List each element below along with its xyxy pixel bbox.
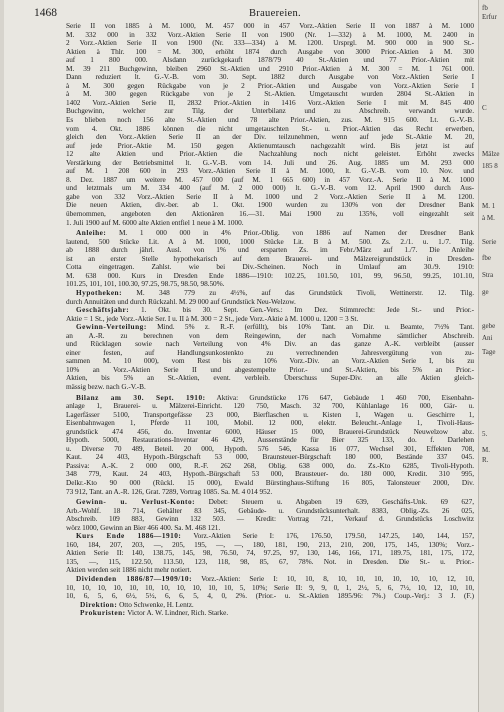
margin-fragment: Tage [482,348,496,356]
text-line [66,436,474,445]
margin-fragment: C [482,104,487,112]
line-text: 2 Vorz.-Aktien Serie II von 1900 (Nr. 333—334) à M. 1200. Ursprgl. M. 900 000 in 900 St.- [66,39,474,48]
text-line [66,315,474,324]
text-line [66,272,474,281]
line-text: grundstück 474 456, do. Inventar 6000, Häuser 15 000, Brauerei-Grundstück Neuwelzow abz. [66,427,474,436]
line-text: sammen M. 10 000), vom Rest bis zu 10% Vorz.-Div. an Vorz.-Aktien Serie I, bis zu [66,357,474,366]
line-text: Mind. 5% z. R.-F. (erfüllt), bis 10% Tant. an Dir. u. Beamte, 7½% Tant. [146,323,474,332]
text-line [66,116,474,125]
line-text: lautend, 500 Stücke Lit. A à M. 1000, 1000 Stücke Lit. B à M. 500. Zs. 2./1. u. 1./7. Tilg. [66,237,474,246]
page-gutter [0,0,4,712]
line-text: 10% an Vorz.-Aktien Serie II und abgestempelte Prior.- und St.-Aktien, bis 5% an Prior.- [66,365,474,374]
text-line [66,349,474,358]
text-line [66,229,474,238]
section-label: Geschäftsjahr: [76,306,130,315]
text-line [66,125,474,134]
text-line [66,524,474,533]
line-text: Victor A. W. Lindner, Rich. Starke. [125,609,229,618]
text-line [66,609,474,618]
line-text: 8. Dez. 1887 um weitere M. 457 000 (auf M. 1 665 600) in 457 Vorz.-A. Serie II à M. 1000 [66,175,474,184]
line-text: und letztmals um M. 334 400 (auf M. 2 000 000) lt. G.-V.-B. vom 12. April 1900 durch Aus- [66,184,474,193]
line-text: M. 348 779 zu 4½%, auf das Grundstück Tivoli, Wettinerstr. 12. Tilg. [122,288,474,297]
text-line [66,515,474,524]
section-label: Dividenden 1886/87—1909/10: [76,575,192,583]
line-text: Dann reduziert lt. G.-V.-B. vom 30. Sept. 1882 durch Ausgabe von Vorz.-Aktien Serie I [66,73,474,82]
text-line [66,558,474,567]
section-label: Hypotheken: [76,288,123,297]
line-text: M. 638 000. Kurs in Dresden Ende 1886—1910: 102.25, 101.50, 101, 99, 96.50, 99.25, 101.10, [66,271,474,280]
margin-fragment: Mälze [482,150,500,158]
line-text: Aktien à Thlr. 100 = M. 300, erhöht 1874 durch Ausgabe von 3000 Prior.-Aktien à M. 300 [66,47,474,56]
line-text: Hypoth. 5000, Restaurations-Inventar 46 429, Aussenstände für Bier 325 133, do. f. Darlehen [66,436,474,445]
margin-fragment: Erfur [482,13,497,21]
text-line [66,462,474,471]
line-text: und Rücklagen sowie nach Verteilung von 4% Div. an das ganze A.-K. verbleibt (ausser [66,340,474,349]
text-line [66,219,474,228]
line-text: Cotta eingetragen. Zahlst. wie bei Div.-Scheinen. Noch in Umlauf am 30./9. 1910: [66,263,474,272]
text-line [66,332,474,341]
line-text: Delkr.-Kto 90 000 (Rückl. 15 000), Ewald Bürstinghaus-Stiftung 16 805, Talonsteuer 2000, Div. [66,478,474,487]
line-text: Aktiva: Grundstücke 176 647, Gebäude 1 460 700, Eisenbahn- [205,393,474,402]
line-text: wörz 1000, Gewinn an Bier 466 400. Sa. M. 468 121. [66,523,221,532]
section-label: Prokuristen: [80,609,126,618]
line-text: 1402 Vorz.-Aktien Serie II, 2832 Prior.-Aktien in 1416 Vorz.-Aktien Serie I mit M. 845 400 [66,98,474,107]
line-text: Arb.-Wohlf. 18 714, Gehälter 83 345, Gebäude- u. Grundstücksunterhalt. 8383, Oblig.-Zs. 26 025, [66,506,474,515]
line-text: mässig bezw. nach G.-V.-B. [66,382,146,391]
text-line [66,201,474,210]
line-text: gleich den Vorz.-Aktien Serie II an der Div. teilzunehmen, wenn auf jede St.-Aktie M. 20, [66,133,474,142]
text-line [66,340,474,349]
text-line [66,479,474,488]
text-line [66,193,474,202]
line-text: Passiva: A.-K. 2 000 000, R.-F. 262 268, Oblig. 638 000, do. Zs.-Kto 6285, Tivoli-Hypoth. [66,461,474,470]
line-text: auf jede Prior.-Aktie M. 150 gegen Aktienumtausch nachgezahlt wird. Bis jetzt ist auf [66,141,474,150]
line-text: Vorz.-Aktien: Serie I: 10, 10, 8, 10, 10, 10, 10, 10, 10, 12, 10, [192,575,474,583]
text-line [66,323,474,332]
text-column [66,22,474,618]
text-line [66,39,474,48]
line-text: Aktie = 1 St., jede Vorz.-Aktie Ser. I u. II à M. 300 = 2 St., jede Vorz.-Aktie à M. 1000 u. 1200 = 3 St. [66,314,359,323]
margin-fragment: gebe [482,322,496,330]
line-text: einer festen, auf Handlungsunkostenkto zu verrechnenden Jahresvergütung von zu- [66,348,474,357]
line-text: 101.25, 101, 101, 100.30, 97.25, 98.75, 98.50, 98.50%. [66,280,225,289]
text-line [66,184,474,193]
page-number: 1468 [34,7,57,19]
line-text: Serie II von 1885 à M. 1000, M. 457 000 in 457 Vorz.-Aktien Serie II von 1887 à M. 1000 [66,22,474,30]
text-line [66,306,474,315]
margin-fragment: ge [482,288,489,296]
section-label: Direktion: [80,600,118,609]
line-text: M. 39 211 Buchgewinn, bleiben 2960 St.-Aktien und 2910 Prior.-Aktien à M. 300 = M. 1 761 000. [66,64,474,73]
line-text: 348 779, Kaut. 24 403, Hypoth.-Bürgschaft 53 000, Brausteuer- do. 180 000, Kredit. 310 995, [66,470,474,479]
text-line [66,289,474,298]
margin-fragment: Ani [482,334,493,342]
running-head: Brauereien. [249,8,301,19]
text-line [66,73,474,82]
margin-fragment: R. [482,456,489,464]
text-line [66,575,474,584]
text-line [66,488,474,497]
text-line [66,107,474,116]
text-line [66,263,474,272]
text-line [66,133,474,142]
text-line [66,31,474,40]
line-text: Eisenbahnwagen 1, Pferde 11 100, Mobil. 12 000, elektr. Beleucht.-Anlage 1, Tivoli-Haus- [66,419,474,428]
text-line [66,394,474,403]
line-text: 135, —, 115, 122.50, 113.50, 123, 118, 98, 85, 67, 78%. Not. in Dresden. Die St.- u. Prior.- [66,557,474,566]
line-text: Buchgewinn, welcher zur Tilg. der Unterbilanz und zu Abschreib. verwandt wurde. [66,107,474,116]
text-line [66,507,474,516]
line-text: 160, 184, 207, 203, —, 205, 195, —, —, 180, 181, 190, 213, 210, 200, 175, 145, 130%; Vorz.- [66,540,474,549]
text-line [66,366,474,375]
text-line [66,246,474,255]
line-text: 10, 10, 10, 10, 10, 10, 10, 10, 10, 10, 10, 5, 10%; Serie II: 9, 9, 0, 1, 2½, 5, 6, 7½, 10, 12, 10, 10, [66,583,474,592]
page-header [34,7,474,21]
margin-fragment: 5. [482,430,488,438]
text-line [66,419,474,428]
line-text: durch Annuitäten und durch Rückzahl. M. 29 000 auf Grundstück Neu-Welzow. [66,297,296,306]
line-text: M. 1 000 000 in 4% Prior.-Oblig. von 1886 auf Namen der Dresdner Bank [106,229,474,238]
line-text: 12 alte Aktien und Prior.-Aktien die Nachzahlung noch nicht geleistet. Erhöht zwecks [66,150,474,159]
text-line [66,176,474,185]
text-line [66,167,474,176]
section-label: Kurs Ende 1886—1910: [76,532,182,541]
margin-fragment: Serie [482,238,497,246]
line-text: Die neuen Aktien, div.-ber. ab 1. Okt. 1900 wurden zu 130% von der Dresdner Bank [66,201,474,210]
line-text: ist an erster Stelle hypothekarisch auf dem Brauerei- und Mälzereigrundstück in Dresden- [66,254,474,263]
line-text: u. Diverse 70 489, Beteil. 20 000, Hypoth. 576 546, Kassa 16 077, Wechsel 301, Effekten 708, [66,444,474,453]
line-text: Lagerfässer 5100, Transportgefässe 23 000, Bierflaschen u. Kisten 1, Wagen u. Geschirre 1, [66,410,474,419]
line-text: Kaut. 24 403, Hypoth.-Bürgschaft 53 000, Braunsteuer-Bürgschaft 180 000, Bestände 337 045. [66,453,474,462]
line-text: Verstärkung der Betriebsmittel lt. G.-V.-B. vom 14. Juli und 26. Aug. 1885 um M. 293 000 [66,158,474,167]
text-line [66,549,474,558]
margin-fragment: fbe [482,254,491,262]
text-line [66,298,474,307]
section-label: Bilanz am 30. Sept. 1910: [76,393,206,402]
margin-fragment: M. [482,446,490,454]
line-text: 10, 6, 5, 6, 6½, 5½, 6, 6, 5, 4, 0, 2%. (Prior.- u. St.-Aktien 1895/96: 7%.) Coup.-Verj.: 3 J. (F.) [66,592,474,601]
text-line [66,470,474,479]
margin-fragment: fb [482,4,488,12]
text-line [66,22,474,31]
text-line [66,411,474,420]
margin-fragment: Stra [482,271,494,279]
text-line [66,532,474,541]
text-line [66,374,474,383]
section-label: Anleihe: [76,229,107,238]
text-line [66,566,474,575]
text-line [66,56,474,65]
text-line [66,210,474,219]
line-text: 1. Juli 1900 auf M. 6000 alte Aktien entfiel 1 neue à M. 1000. [66,218,244,227]
line-text: gabe von 332 Vorz.-Aktien Serie II à M. 1000 und 2 Vorz.-Aktien Serie II à M. 1200. [66,192,474,201]
margin-fragment: M. 1 [482,202,496,210]
text-line [66,428,474,437]
line-text: Vorz.-Aktien Serie I: 176, 176.50, 179.50, 147.25, 140, 144, 157, [181,532,474,541]
text-line [66,48,474,57]
text-line [66,383,474,392]
section-label: Gewinn- u. Verlust-Konto: [76,498,196,507]
text-line [66,357,474,366]
line-text: ab 1888 durch jährl. Ausl. von 1% und ersparten Zs. im Febr./März auf 1./7. Die Anleihe [66,246,474,255]
text-line [66,453,474,462]
line-text: anlage 1, Brauerei- u. Mälzerei-Einricht. 120 750, Masch. 32 700, Kühlanlage 16 000, Gär- u. [66,402,474,411]
line-text: auf M. 1 208 600 in 293 Vorz.-Aktien Serie II à M. 1000, lt. G.-V.-B. vom 10. Nov. und [66,167,474,176]
line-text: Otto Schwenke, H. Lentz. [117,600,194,609]
line-text: Debet: Steuern u. Abgaben 19 639, Geschäfts-Unk. 69 627, [195,498,474,507]
text-line [66,238,474,247]
margin-fragment: à M. [482,214,495,222]
text-line [66,584,474,593]
text-line [66,142,474,151]
text-line [66,150,474,159]
text-line [66,498,474,507]
text-line [66,445,474,454]
section-label: Gewinn-Verteilung: [76,323,147,332]
line-text: übernommen, angeboten den Aktionären 16.—31. Mai 1900 zu 135%, voll eingezahlt seit [66,210,474,219]
text-line [66,255,474,264]
line-text: Abschreib. 109 883, Gewinn 132 503. — Kredit: Vortrag 721, Verkauf d. Grundstücks Loschwitz [66,515,474,524]
text-line [66,90,474,99]
line-text: M. 332 000 in 332 Vorz.-Aktien Serie II von 1900 (Nr. 1—332) à M. 1000, M. 2400 in [66,30,474,39]
line-text: à M. 300 gegen Rückgabe von je 2 St.-Aktien. Umgetauscht wurden 2804 St.-Aktien in [66,90,474,99]
text-line [66,159,474,168]
line-text: Aktien werden seit 1886 nicht mehr notiert. [66,566,192,575]
line-text: Es blieben noch 156 alte St.-Aktien und 78 alte Prior.-Aktien, zus. M. 915 600. Lt. G.-V.-B. [66,116,474,125]
line-text: Aktien, bis 5% an St.-Aktien, event. verbleib. Überschuss Super-Div. an alle Aktien gleich- [66,374,474,383]
text-line [66,402,474,411]
text-line [66,541,474,550]
text-line [66,99,474,108]
line-text: auf 1 800 000. Alsdann zurückgekauft 1878/79 40 St.-Aktien und 77 Prior.-Aktien mit [66,56,474,65]
text-line [66,65,474,74]
line-text: vom 4. Okt. 1886 können die nicht umgetauschten St.- u. Prior.-Aktien das Recht erwerben, [66,124,474,133]
text-line [66,601,474,610]
text-line [66,592,474,601]
text-line [66,82,474,91]
line-text: 73 912, Tant. an A.-R. 126, Grat. 7289, Vortrag 1085. Sa. M. 4 014 952. [66,487,273,496]
line-text: Aktien Serie II: 140, 138.75, 145, 98, 76.50, 74, 97.25, 97, 130, 146, 166, 171, 189.75, 181, 175, 172, [66,549,474,558]
text-line [66,280,474,289]
line-text: 1. Okt. bis 30. Sept. Gen.-Vers.: Im Dez. Stimmrecht: Jede St.- und Prior.- [129,306,474,315]
margin-fragment: 185 8 [482,162,498,170]
line-text: à M. 300 gegen Rückgabe von je 2 Prior.-Aktien und Ausgabe von Vorz.-Aktien Serie I [66,81,474,90]
line-text: an A.-R. zu berechnen von dem Reingewinn, der nach Vornahme sämtlicher Abschreib. [66,331,474,340]
